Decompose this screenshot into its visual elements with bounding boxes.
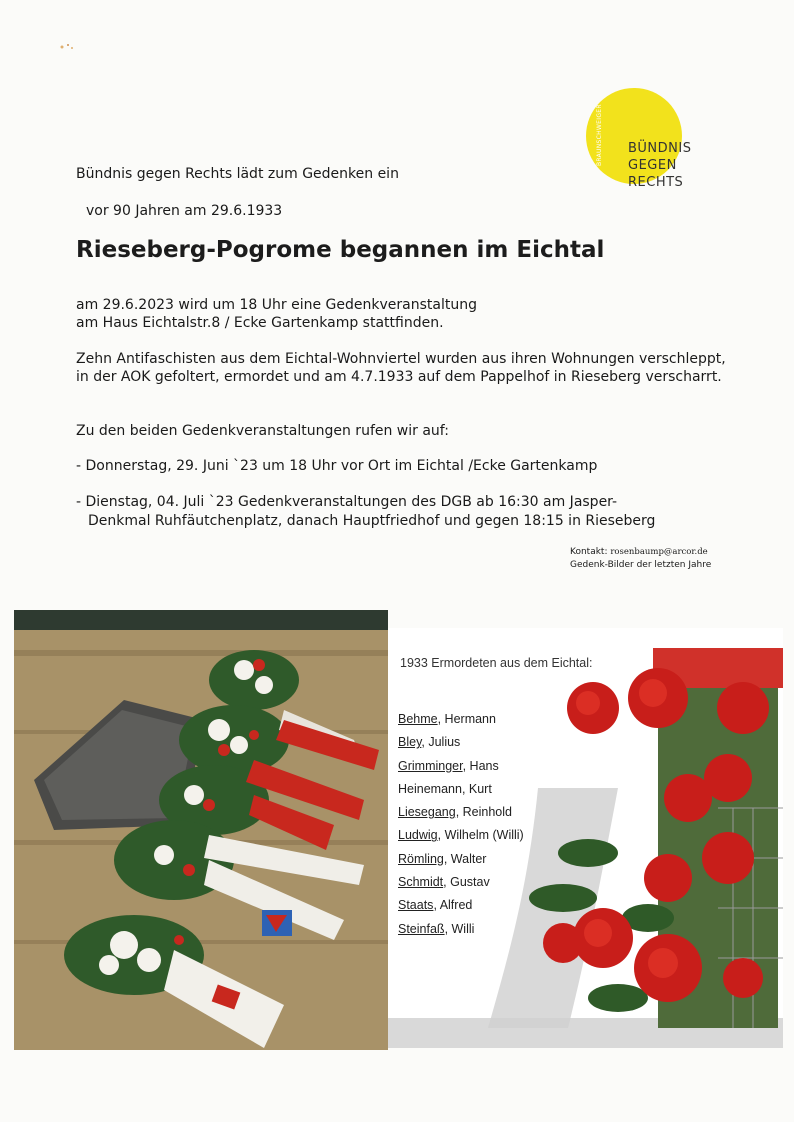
contact-email[interactable]: rosenbaump@arcor.de bbox=[610, 547, 708, 557]
logo-line-2: GEGEN bbox=[628, 158, 677, 173]
logo-wordmark bbox=[628, 140, 691, 191]
event-announcement bbox=[76, 296, 477, 332]
event-item-tuesday-line-1: - Dienstag, 04. Juli `23 Gedenkveranstaltungen des DGB ab 16:30 am Jasper- bbox=[76, 494, 618, 510]
list-item: Bley, Julius bbox=[398, 735, 461, 750]
list-item: Staats, Alfred bbox=[398, 898, 473, 913]
logo-buendnis bbox=[586, 86, 716, 196]
logo-line-3: RECHTS bbox=[628, 175, 684, 190]
list-item: Behme, Hermann bbox=[398, 712, 496, 726]
call-to-action: Zu den beiden Gedenkveranstaltungen rufen wir auf: bbox=[76, 423, 449, 439]
list-item: Steinfaß, Willi bbox=[398, 921, 475, 936]
list-item: Grimminger, Hans bbox=[398, 758, 499, 773]
list-item: Ludwig, Wilhelm (Willi) bbox=[398, 828, 524, 843]
contact-block bbox=[570, 546, 711, 572]
roses-photo bbox=[388, 628, 783, 1048]
stamp-mark bbox=[58, 36, 78, 46]
contact-label: Kontakt: bbox=[570, 547, 608, 557]
history-paragraph: Zehn Antifaschisten aus dem Eichtal-Wohnviertel wurden aus ihren Wohnungen verschleppt, in der AOK gefoltert, ermordet und am 4.7.1933 auf dem Pappelhof in Rieseberg verscharrt. bbox=[76, 351, 726, 385]
memorial-photo bbox=[14, 610, 388, 1050]
page-title: Rieseberg-Pogrome begannen im Eichtal bbox=[76, 237, 605, 263]
victims-list bbox=[398, 712, 524, 945]
event-announcement-line-1: am 29.6.2023 wird um 18 Uhr eine Gedenkveranstaltung bbox=[76, 297, 477, 313]
logo-vertical-text: BRAUNSCHWEIGER bbox=[596, 104, 603, 166]
event-announcement-line-2: am Haus Eichtalstr.8 / Ecke Gartenkamp stattfinden. bbox=[76, 315, 444, 331]
anniversary-date: vor 90 Jahren am 29.6.1933 bbox=[86, 203, 283, 219]
list-item: Heinemann, Kurt bbox=[398, 781, 492, 796]
list-item: Römling, Walter bbox=[398, 851, 487, 866]
contact-note: Gedenk-Bilder der letzten Jahre bbox=[570, 560, 712, 570]
event-item-tuesday bbox=[76, 493, 655, 531]
event-item-thursday: - Donnerstag, 29. Juni `23 um 18 Uhr vor Ort im Eichtal /Ecke Gartenkamp bbox=[76, 458, 598, 474]
event-item-tuesday-line-2: Denkmal Ruhfäutchenplatz, danach Hauptfriedhof und gegen 18:15 in Rieseberg bbox=[88, 513, 656, 529]
intro-text: Bündnis gegen Rechts lädt zum Gedenken ein bbox=[76, 166, 399, 182]
victims-title: 1933 Ermordeten aus dem Eichtal: bbox=[400, 656, 593, 670]
list-item: Liesegang, Reinhold bbox=[398, 805, 512, 820]
logo-line-1: BÜNDNIS bbox=[628, 141, 692, 156]
list-item: Schmidt, Gustav bbox=[398, 875, 490, 890]
